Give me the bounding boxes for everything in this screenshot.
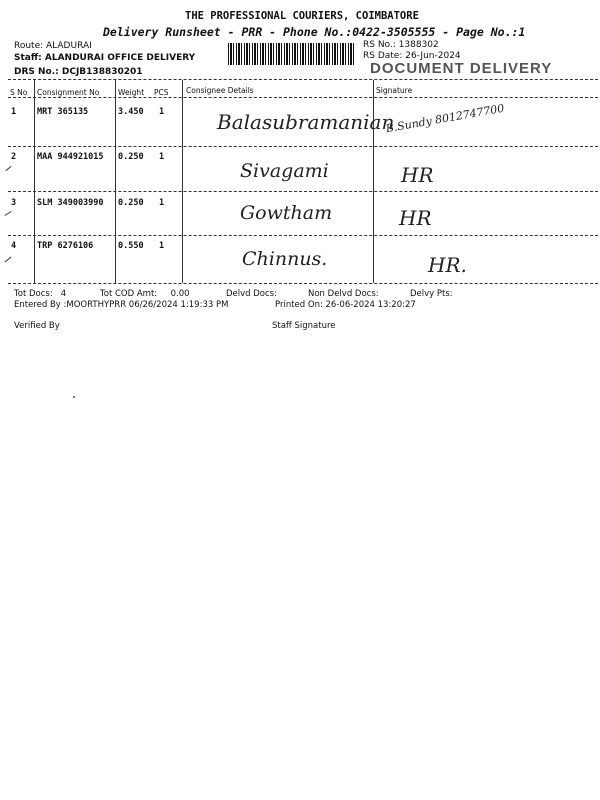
- row-consignment: MRT 365135: [37, 107, 89, 117]
- row-consignment: SLM 349003990: [37, 198, 104, 208]
- total-cod-amount: Tot COD Amt: 0.00: [100, 289, 190, 299]
- document-delivery-stamp: DOCUMENT DELIVERY: [370, 60, 553, 77]
- consignee-handwriting: Chinnus.: [242, 248, 328, 270]
- consignee-handwriting: Sivagami: [240, 160, 329, 182]
- margin-tick-mark: [5, 257, 12, 263]
- runsheet-subtitle: Delivery Runsheet - PRR - Phone No.:0422-3505555 - Page No.:1: [103, 25, 526, 39]
- header-consignment: Consignment No: [37, 88, 100, 97]
- row-weight: 0.250: [118, 152, 144, 162]
- row-pcs: 1: [159, 152, 165, 162]
- verified-by-label: Verified By: [14, 321, 60, 331]
- printed-on: Printed On: 26-06-2024 13:20:27: [275, 300, 416, 310]
- delivery-points: Delvy Pts:: [410, 289, 453, 299]
- row-weight: 3.450: [118, 107, 144, 117]
- total-docs: Tot Docs: 4: [14, 289, 67, 299]
- consignee-handwriting: Balasubramanian: [217, 110, 395, 134]
- rs-date: RS Date: 26-Jun-2024: [363, 51, 461, 61]
- header-consignee: Consignee Details: [186, 86, 254, 95]
- consignee-handwriting: Gowtham: [240, 202, 333, 224]
- drs-number: DRS No.: DCJB138830201: [14, 67, 143, 77]
- row-consignment: MAA 944921015: [37, 152, 104, 162]
- col-separator: [182, 80, 183, 283]
- row-sno: 3: [11, 198, 17, 208]
- row-divider: [8, 235, 598, 236]
- header-pcs: PCS: [154, 88, 169, 97]
- table-bottom-rule: [8, 283, 598, 284]
- company-title: THE PROFESSIONAL COURIERS, COIMBATORE: [185, 10, 419, 22]
- row-sno: 4: [11, 241, 17, 251]
- signature-handwriting: HR: [401, 163, 434, 187]
- non-delivered-docs: Non Delvd Docs:: [308, 289, 379, 299]
- row-sno: 2: [11, 152, 17, 162]
- header-weight: Weight: [118, 88, 145, 97]
- staff-signature-label: Staff Signature: [272, 321, 336, 331]
- route-label: Route: ALADURAI: [14, 41, 92, 51]
- rs-number: RS No.: 1388302: [363, 40, 439, 50]
- row-consignment: TRP 6276106: [37, 241, 94, 251]
- table-top-rule: [8, 79, 598, 80]
- col-separator: [115, 80, 116, 283]
- header-sno: S No: [10, 88, 28, 97]
- row-pcs: 1: [159, 241, 165, 251]
- signature-handwriting: B.Sundy 8012747700: [384, 101, 506, 136]
- row-weight: 0.550: [118, 241, 144, 251]
- row-divider: [8, 191, 598, 192]
- row-weight: 0.250: [118, 198, 144, 208]
- margin-tick-mark: [5, 166, 11, 171]
- signature-handwriting: HR.: [428, 253, 467, 277]
- row-pcs: 1: [159, 198, 165, 208]
- header-bottom-rule: [8, 97, 598, 98]
- row-divider: [8, 146, 598, 147]
- col-separator: [34, 80, 35, 283]
- barcode: [228, 43, 356, 65]
- scan-dot: [73, 396, 75, 398]
- delivered-docs: Delvd Docs:: [226, 289, 277, 299]
- row-sno: 1: [11, 107, 17, 117]
- row-pcs: 1: [159, 107, 165, 117]
- header-signature: Signature: [376, 86, 413, 95]
- staff-label: Staff: ALANDURAI OFFICE DELIVERY: [14, 53, 196, 63]
- entered-by: Entered By :MOORTHYPRR 06/26/2024 1:19:33 PM: [14, 300, 229, 310]
- margin-tick-mark: [4, 211, 11, 216]
- signature-handwriting: HR: [399, 206, 432, 230]
